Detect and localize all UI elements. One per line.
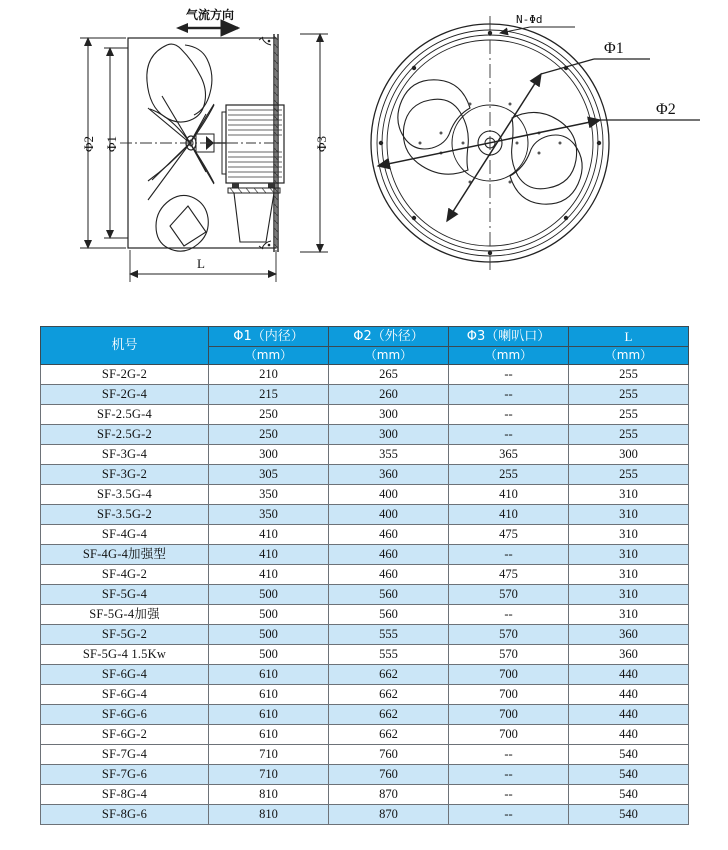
table-row	[41, 485, 689, 505]
cell-length: 310	[569, 505, 689, 525]
column-header-phi2: Φ2（外径）	[329, 327, 449, 347]
table-body	[41, 365, 689, 825]
cell-phi1: 610	[209, 685, 329, 705]
cell-phi2: 300	[329, 405, 449, 425]
cell-phi1: 350	[209, 485, 329, 505]
cell-phi3: --	[449, 805, 569, 825]
cell-phi1: 410	[209, 525, 329, 545]
cell-length: 310	[569, 525, 689, 545]
cell-model: SF-5G-4加强	[41, 605, 209, 625]
table-row	[41, 705, 689, 725]
cell-phi1: 810	[209, 805, 329, 825]
phi1-callout-label-right: Φ1	[604, 40, 624, 57]
specification-table-container	[40, 326, 688, 825]
airflow-arrow-icon	[176, 23, 238, 33]
table-row	[41, 405, 689, 425]
cell-model: SF-4G-4	[41, 525, 209, 545]
cell-phi2: 400	[329, 485, 449, 505]
cell-phi3: 570	[449, 625, 569, 645]
phi2-callout-label-right: Φ2	[656, 101, 676, 118]
table-row	[41, 785, 689, 805]
cell-phi3: 255	[449, 465, 569, 485]
column-header-length: L	[569, 327, 689, 347]
table-row	[41, 585, 689, 605]
cell-length: 540	[569, 805, 689, 825]
cell-phi3: --	[449, 745, 569, 765]
cell-length: 440	[569, 705, 689, 725]
cell-model: SF-6G-6	[41, 705, 209, 725]
cell-phi1: 300	[209, 445, 329, 465]
cell-phi3: 475	[449, 525, 569, 545]
bolt-hole-callout-label: N-Φd	[516, 13, 543, 26]
cell-model: SF-7G-6	[41, 765, 209, 785]
cell-length: 360	[569, 645, 689, 665]
cell-model: SF-3G-4	[41, 445, 209, 465]
cell-phi2: 360	[329, 465, 449, 485]
cell-phi2: 662	[329, 665, 449, 685]
cell-phi1: 250	[209, 405, 329, 425]
table-row	[41, 565, 689, 585]
cell-model: SF-6G-2	[41, 725, 209, 745]
table-row	[41, 545, 689, 565]
column-unit-phi3: （mm）	[449, 347, 569, 365]
cell-phi3: 570	[449, 645, 569, 665]
cell-phi2: 260	[329, 385, 449, 405]
phi1-dimension-label-left: Φ1	[104, 136, 119, 153]
table-header	[41, 327, 689, 365]
cell-phi3: 700	[449, 705, 569, 725]
table-row	[41, 805, 689, 825]
cell-phi3: 475	[449, 565, 569, 585]
specification-table	[40, 326, 689, 825]
table-row	[41, 425, 689, 445]
table-row	[41, 365, 689, 385]
table-row	[41, 605, 689, 625]
cell-phi2: 400	[329, 505, 449, 525]
column-header-phi1: Φ1（内径）	[209, 327, 329, 347]
table-header-row-titles	[41, 327, 689, 347]
cell-model: SF-5G-2	[41, 625, 209, 645]
cell-phi2: 555	[329, 645, 449, 665]
cell-length: 255	[569, 405, 689, 425]
cell-phi2: 555	[329, 625, 449, 645]
cell-phi1: 210	[209, 365, 329, 385]
cell-phi1: 610	[209, 725, 329, 745]
cell-phi1: 250	[209, 425, 329, 445]
table-row	[41, 445, 689, 465]
cell-model: SF-2G-4	[41, 385, 209, 405]
cell-phi1: 810	[209, 785, 329, 805]
table-row	[41, 685, 689, 705]
cell-phi3: 570	[449, 585, 569, 605]
cell-phi2: 870	[329, 805, 449, 825]
technical-drawing-area	[0, 0, 728, 310]
table-row	[41, 725, 689, 745]
cell-model: SF-5G-4 1.5Kw	[41, 645, 209, 665]
cell-phi2: 560	[329, 585, 449, 605]
cell-model: SF-8G-6	[41, 805, 209, 825]
cell-model: SF-6G-4	[41, 665, 209, 685]
cell-length: 255	[569, 365, 689, 385]
cell-phi1: 350	[209, 505, 329, 525]
cell-phi2: 355	[329, 445, 449, 465]
cell-length: 440	[569, 665, 689, 685]
cell-length: 300	[569, 445, 689, 465]
cell-length: 360	[569, 625, 689, 645]
cell-phi1: 410	[209, 565, 329, 585]
cell-model: SF-8G-4	[41, 785, 209, 805]
table-row	[41, 385, 689, 405]
table-row	[41, 645, 689, 665]
cell-phi3: 700	[449, 685, 569, 705]
cell-length: 440	[569, 685, 689, 705]
cell-length: 255	[569, 385, 689, 405]
cell-model: SF-2.5G-4	[41, 405, 209, 425]
cell-length: 310	[569, 565, 689, 585]
cell-phi1: 500	[209, 585, 329, 605]
cell-model: SF-3.5G-4	[41, 485, 209, 505]
cell-length: 310	[569, 605, 689, 625]
cell-length: 310	[569, 545, 689, 565]
cell-model: SF-3.5G-2	[41, 505, 209, 525]
cell-phi2: 870	[329, 785, 449, 805]
cell-model: SF-3G-2	[41, 465, 209, 485]
cell-phi3: --	[449, 425, 569, 445]
table-row	[41, 465, 689, 485]
cell-phi3: 410	[449, 505, 569, 525]
cell-phi3: 410	[449, 485, 569, 505]
cell-length: 310	[569, 585, 689, 605]
cell-phi1: 610	[209, 665, 329, 685]
cell-phi1: 305	[209, 465, 329, 485]
cell-model: SF-6G-4	[41, 685, 209, 705]
cell-model: SF-7G-4	[41, 745, 209, 765]
table-row	[41, 525, 689, 545]
cell-phi3: --	[449, 765, 569, 785]
cell-length: 540	[569, 765, 689, 785]
column-header-model: 机号	[41, 327, 209, 365]
table-row	[41, 665, 689, 685]
cell-length: 255	[569, 425, 689, 445]
cell-model: SF-4G-4加强型	[41, 545, 209, 565]
column-header-phi3: Φ3（喇叭口）	[449, 327, 569, 347]
cell-phi2: 662	[329, 705, 449, 725]
airflow-direction-label: 气流方向	[186, 8, 235, 22]
cell-model: SF-2G-2	[41, 365, 209, 385]
cell-phi2: 460	[329, 545, 449, 565]
column-unit-length: （mm）	[569, 347, 689, 365]
cell-phi1: 215	[209, 385, 329, 405]
cell-phi3: 700	[449, 725, 569, 745]
table-row	[41, 505, 689, 525]
cell-phi3: --	[449, 605, 569, 625]
cell-phi3: --	[449, 545, 569, 565]
cell-phi1: 410	[209, 545, 329, 565]
cell-phi3: --	[449, 405, 569, 425]
cell-phi3: --	[449, 365, 569, 385]
cell-phi3: 365	[449, 445, 569, 465]
cell-phi2: 300	[329, 425, 449, 445]
cell-phi3: --	[449, 385, 569, 405]
cell-phi2: 265	[329, 365, 449, 385]
cell-model: SF-2.5G-2	[41, 425, 209, 445]
cell-phi3: 700	[449, 665, 569, 685]
phi3-dimension-label-left: Φ3	[314, 136, 329, 153]
cell-length: 540	[569, 785, 689, 805]
cell-length: 255	[569, 465, 689, 485]
table-row	[41, 745, 689, 765]
cell-model: SF-5G-4	[41, 585, 209, 605]
cell-phi3: --	[449, 785, 569, 805]
cell-phi2: 460	[329, 565, 449, 585]
cell-phi1: 710	[209, 745, 329, 765]
cell-length: 440	[569, 725, 689, 745]
table-row	[41, 765, 689, 785]
cell-phi1: 500	[209, 605, 329, 625]
cell-length: 540	[569, 745, 689, 765]
cell-phi2: 760	[329, 765, 449, 785]
cell-phi1: 500	[209, 645, 329, 665]
table-row	[41, 625, 689, 645]
cell-phi2: 560	[329, 605, 449, 625]
column-unit-phi2: （mm）	[329, 347, 449, 365]
length-dimension-label: L	[197, 256, 205, 271]
cell-phi2: 460	[329, 525, 449, 545]
phi2-dimension-label-left: Φ2	[81, 136, 96, 153]
cell-phi2: 662	[329, 725, 449, 745]
cell-phi2: 662	[329, 685, 449, 705]
cell-model: SF-4G-2	[41, 565, 209, 585]
cell-phi1: 710	[209, 765, 329, 785]
cell-phi1: 610	[209, 705, 329, 725]
cell-phi2: 760	[329, 745, 449, 765]
column-unit-phi1: （mm）	[209, 347, 329, 365]
cell-length: 310	[569, 485, 689, 505]
cell-phi1: 500	[209, 625, 329, 645]
